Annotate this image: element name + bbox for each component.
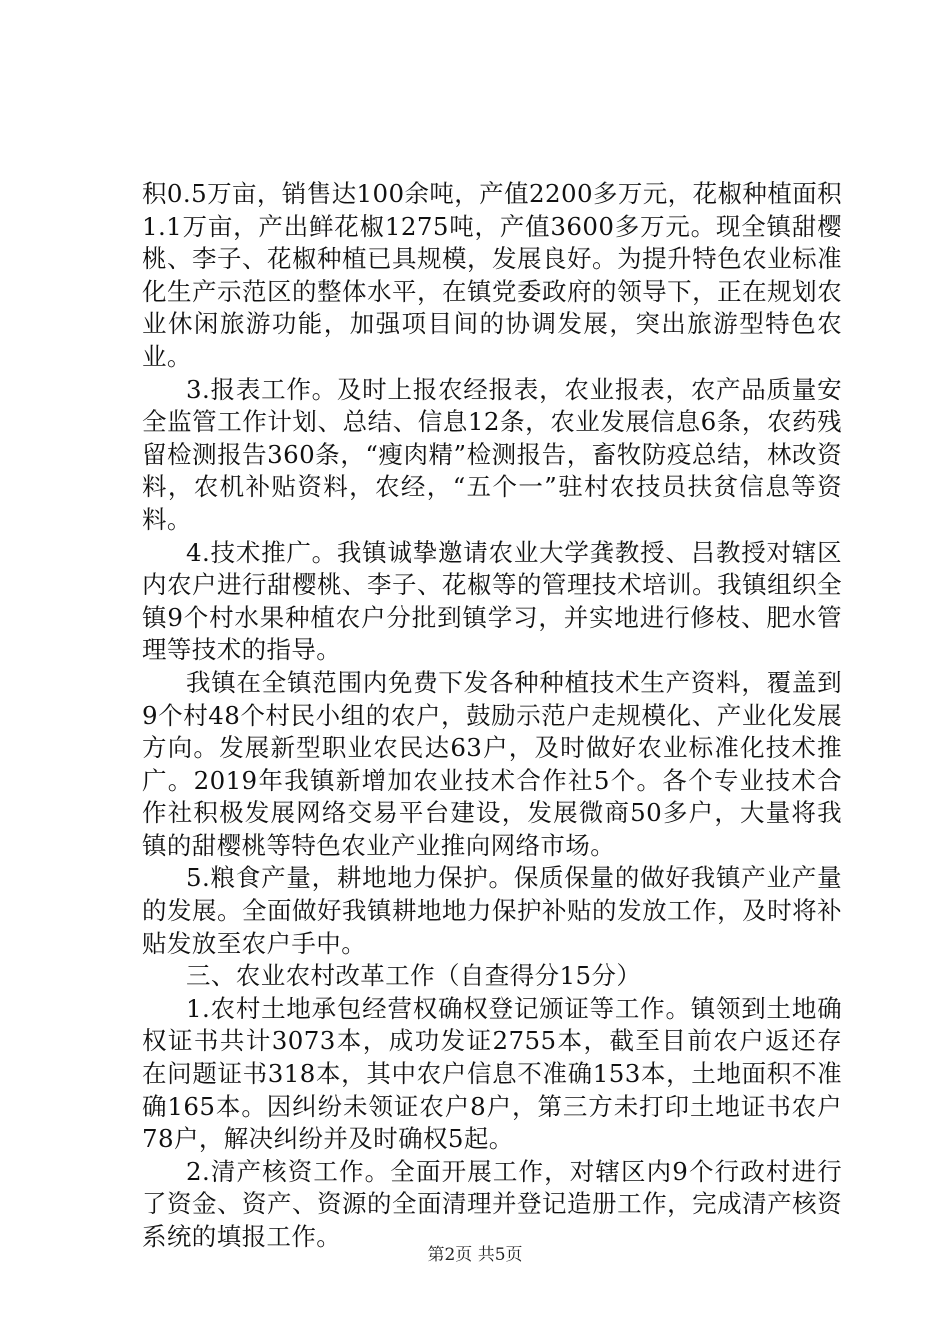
paragraph-report-work: 3.报表工作。及时上报农经报表，农业报表，农产品质量安全监管工作计划、总结、信息12条，农业发展信息6条，农药残留检测报告360条，“瘦肉精”检测报告，畜牧防疫总结，林改资料，农机补贴资料，农经，“五个一”驻村农技员扶贫信息等资料。	[142, 374, 842, 534]
paragraph-continued: 积0.5万亩，销售达100余吨，产值2200多万元，花椒种植面积1.1万亩，产出鲜花椒1275吨，产值3600多万元。现全镇甜樱桃、李子、花椒种植已具规模，发展良好。为提升特色农业标准化生产示范区的整体水平，在镇党委政府的领导下，正在规划农业休闲旅游功能，加强项目间的协调发展，突出旅游型特色农业。	[142, 179, 842, 371]
section-heading-reform: 三、农业农村改革工作（自查得分15分）	[186, 961, 642, 991]
paragraph-grain-output: 5.粮食产量，耕地地力保护。保质保量的做好我镇产业产量的发展。全面做好我镇耕地地力保护补贴的发放工作，及时将补贴发放至农户手中。	[142, 863, 842, 958]
paragraph-production-materials: 我镇在全镇范围内免费下发各种种植技术生产资料，覆盖到9个村48个村民小组的农户，鼓励示范户走规模化、产业化发展方向。发展新型职业农民达63户，及时做好农业标准化技术推广。2019年我镇新增加农业技术合作社5个。各个专业技术合作社积极发展网络交易平台建设，发展微商50多户，大量将我镇的甜樱桃等特色农业产业推向网络市场。	[142, 667, 842, 860]
page-number-footer: 第2页 共5页	[427, 1245, 523, 1265]
paragraph-tech-promotion: 4.技术推广。我镇诚挚邀请农业大学龚教授、吕教授对辖区内农户进行甜樱桃、李子、花椒等的管理技术培训。我镇组织全镇9个村水果种植农户分批到镇学习，并实地进行修枝、肥水管理等技术的指导。	[142, 537, 842, 665]
document-body	[142, 178, 842, 1254]
paragraph-asset-verification: 2.清产核资工作。全面开展工作，对辖区内9个行政村进行了资金、资产、资源的全面清理并登记造册工作，完成清产核资系统的填报工作。	[142, 1156, 842, 1251]
paragraph-land-certification: 1.农村土地承包经营权确权登记颁证等工作。镇领到土地确权证书共计3073本，成功发证2755本，截至目前农户返还存在问题证书318本，其中农户信息不准确153本，土地面积不准确165本。因纠纷未领证农户8户，第三方未打印土地证书农户78户，解决纠纷并及时确权5起。	[142, 993, 842, 1154]
